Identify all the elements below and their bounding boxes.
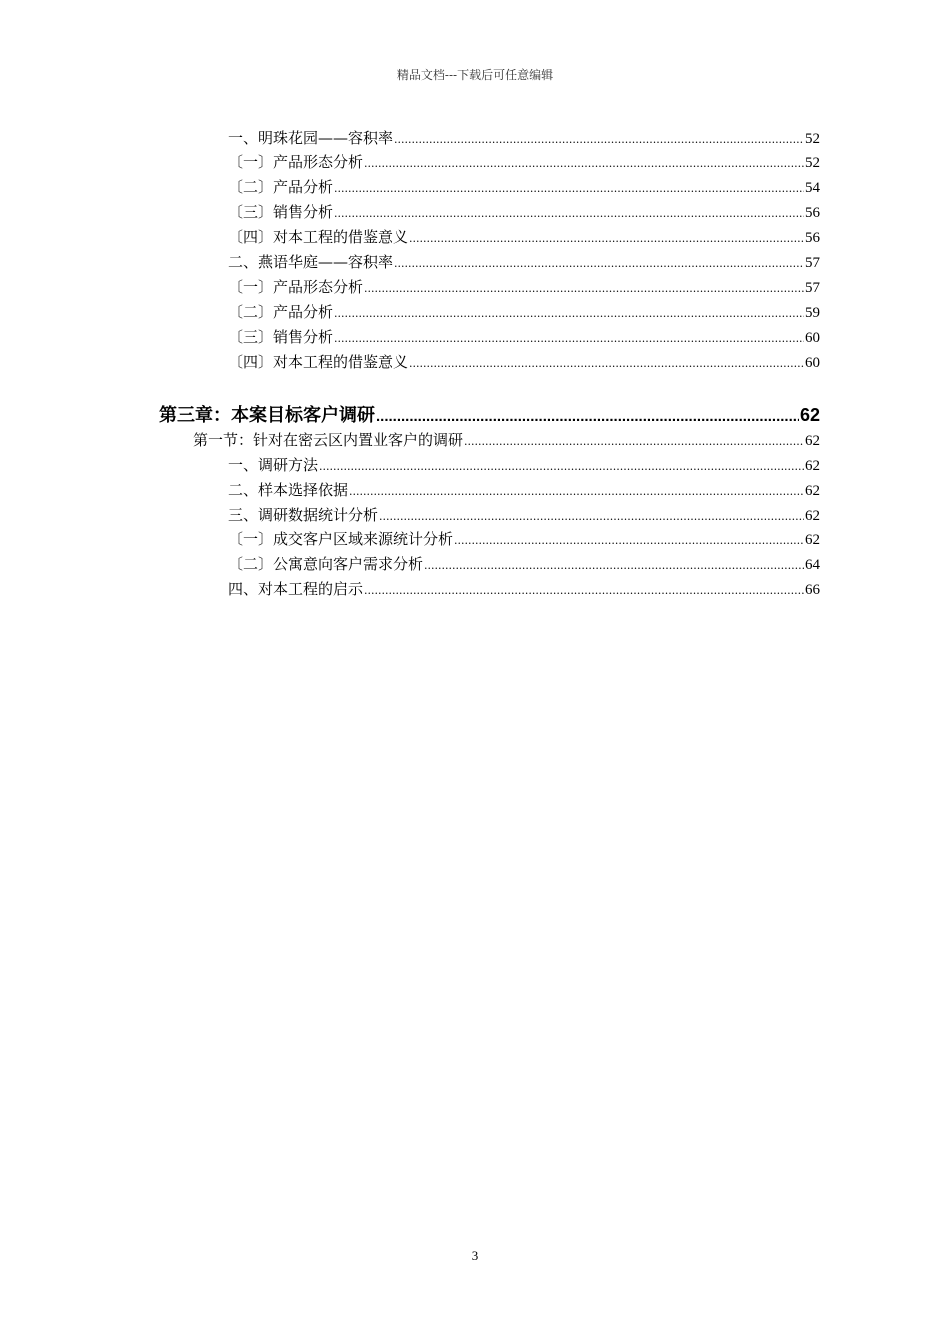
toc-entry-label: 〔一〕成交客户区域来源统计分析 bbox=[228, 530, 454, 548]
toc-entry[interactable] bbox=[228, 225, 820, 249]
toc-leader-dots bbox=[334, 300, 804, 326]
toc-entry-page: 62 bbox=[805, 458, 820, 474]
toc-entry-page: 64 bbox=[805, 557, 820, 573]
toc-entry[interactable] bbox=[228, 200, 820, 224]
toc-leader-dots bbox=[319, 453, 804, 479]
toc-entry-label: 四、对本工程的启示 bbox=[228, 580, 364, 598]
toc-entry[interactable] bbox=[228, 577, 820, 601]
toc-leader-dots bbox=[409, 350, 804, 376]
toc-entry-page: 62 bbox=[805, 508, 820, 524]
toc-leader-dots bbox=[364, 150, 804, 176]
toc-entry[interactable] bbox=[228, 126, 820, 150]
toc-leader-dots bbox=[424, 552, 804, 578]
toc-leader-dots bbox=[349, 478, 804, 504]
toc-entry-label: 〔四〕对本工程的借鉴意义 bbox=[228, 228, 409, 246]
toc-entry-page: 52 bbox=[805, 131, 820, 147]
toc-entry-page: 62 bbox=[805, 483, 820, 499]
toc-leader-dots bbox=[394, 126, 804, 152]
toc-leader-dots bbox=[409, 225, 804, 251]
toc-entry-label: 第一节：针对在密云区内置业客户的调研 bbox=[193, 431, 464, 449]
toc-entry-page: 57 bbox=[805, 280, 820, 296]
toc-entry-page: 62 bbox=[805, 532, 820, 548]
toc-entry[interactable] bbox=[228, 552, 820, 576]
toc-entry-page: 60 bbox=[805, 330, 820, 346]
toc-leader-dots bbox=[334, 200, 804, 226]
page-number: 3 bbox=[471, 1248, 479, 1263]
toc-entry-label: 〔三〕销售分析 bbox=[228, 328, 334, 346]
toc-leader-dots bbox=[454, 527, 804, 553]
toc-entry-label: 二、样本选择依据 bbox=[228, 481, 349, 499]
toc-entry[interactable] bbox=[228, 527, 820, 551]
toc-leader-dots bbox=[334, 325, 804, 351]
toc-entry[interactable] bbox=[228, 325, 820, 349]
toc-entry-page: 66 bbox=[805, 582, 820, 598]
toc-entry[interactable] bbox=[228, 275, 820, 299]
toc-entry[interactable] bbox=[228, 150, 820, 174]
toc-leader-dots bbox=[376, 401, 799, 431]
toc-entry-label: 〔二〕产品分析 bbox=[228, 303, 334, 321]
toc-entry-label: 一、调研方法 bbox=[228, 456, 319, 474]
toc-entry[interactable] bbox=[228, 453, 820, 477]
toc-entry[interactable] bbox=[228, 350, 820, 374]
toc-entry[interactable] bbox=[228, 175, 820, 199]
toc-entry[interactable] bbox=[228, 503, 820, 527]
toc-entry[interactable] bbox=[228, 478, 820, 502]
toc-entry-label: 一、明珠花园——容积率 bbox=[228, 129, 394, 147]
toc-entry-page: 56 bbox=[805, 230, 820, 246]
toc-entry-page: 57 bbox=[805, 255, 820, 271]
toc-section-entry[interactable] bbox=[193, 428, 820, 452]
toc-chapter-entry[interactable] bbox=[159, 401, 820, 429]
toc-leader-dots bbox=[379, 503, 804, 529]
toc-leader-dots bbox=[364, 275, 804, 301]
toc-entry-label: 〔二〕产品分析 bbox=[228, 178, 334, 196]
toc-entry[interactable] bbox=[228, 250, 820, 274]
toc-entry-label: 〔一〕产品形态分析 bbox=[228, 278, 364, 296]
toc-entry-page: 56 bbox=[805, 205, 820, 221]
toc-entry-page: 60 bbox=[805, 355, 820, 371]
toc-leader-dots bbox=[334, 175, 804, 201]
toc-entry[interactable] bbox=[228, 300, 820, 324]
toc-leader-dots bbox=[394, 250, 804, 276]
toc-entry-label: 三、调研数据统计分析 bbox=[228, 506, 379, 524]
toc-entry-page: 62 bbox=[799, 405, 820, 425]
toc-entry-label: 〔三〕销售分析 bbox=[228, 203, 334, 221]
toc-entry-label: 〔二〕公寓意向客户需求分析 bbox=[228, 555, 424, 573]
toc-entry-page: 59 bbox=[805, 305, 820, 321]
toc-entry-label: 〔四〕对本工程的借鉴意义 bbox=[228, 353, 409, 371]
toc-leader-dots bbox=[364, 577, 804, 603]
toc-entry-label: 二、燕语华庭——容积率 bbox=[228, 253, 394, 271]
page-header: 精品文档---下载后可任意编辑 bbox=[396, 68, 554, 82]
toc-entry-page: 54 bbox=[805, 180, 820, 196]
toc-leader-dots bbox=[464, 428, 804, 454]
toc-entry-page: 62 bbox=[805, 433, 820, 449]
toc-entry-label: 第三章：本案目标客户调研 bbox=[159, 405, 375, 425]
toc-entry-label: 〔一〕产品形态分析 bbox=[228, 153, 364, 171]
toc-entry-page: 52 bbox=[805, 155, 820, 171]
